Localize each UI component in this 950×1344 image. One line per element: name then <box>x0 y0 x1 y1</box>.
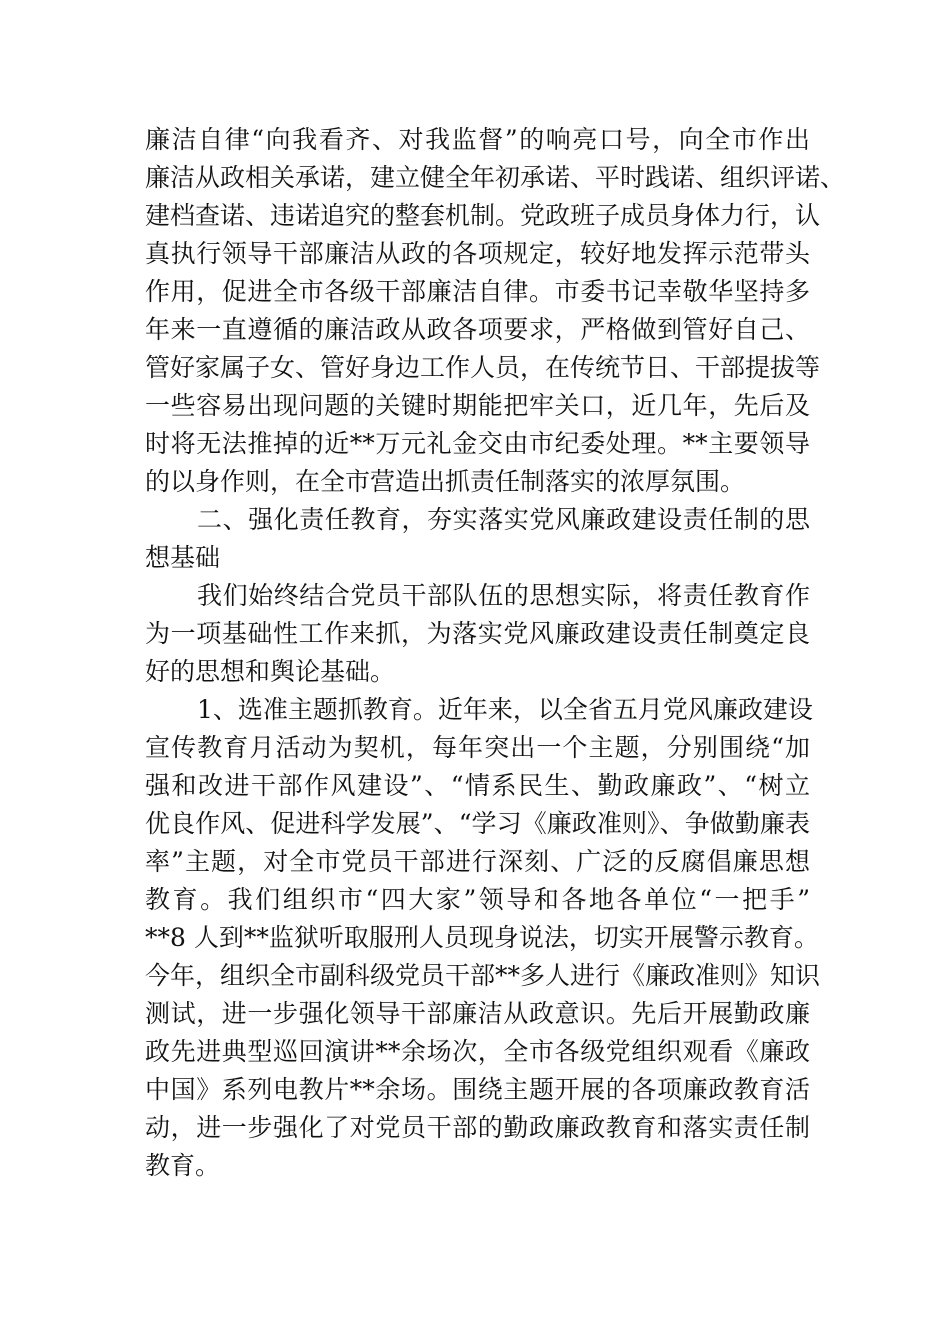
text-line: 率”主题，对全市党员干部进行深刻、广泛的反腐倡廉思想 <box>145 847 810 876</box>
text-line: 廉洁从政相关承诺，建立健全年初承诺、平时践诺、组织评诺、 <box>145 163 846 192</box>
text-line: 管好家属子女、管好身边工作人员，在传统节日、干部提拔等 <box>145 353 821 382</box>
text-line: 一些容易出现问题的关键时期能把牢关口，近几年，先后及 <box>145 391 810 420</box>
text-line: 政先进典型巡回演讲**余场次，全市各级党组织观看《廉政 <box>145 1037 810 1066</box>
text-line: 真执行领导干部廉洁从政的各项规定，较好地发挥示范带头 <box>145 239 810 268</box>
section-heading: 二、强化责任教育，夯实落实党风廉政建设责任制的思 <box>197 505 810 534</box>
text-line: 宣传教育月活动为契机，每年突出一个主题，分别围绕“加 <box>145 733 810 762</box>
text-line: 优良作风、促进科学发展”、“学习《廉政准则》、争做勤廉表 <box>145 809 810 838</box>
text-line: 廉洁自律“向我看齐、对我监督”的响亮口号，向全市作出 <box>145 125 810 154</box>
text-line: 年来一直遵循的廉洁政从政各项要求，严格做到管好自己、 <box>145 315 810 344</box>
text-line: **8 人到**监狱听取服刑人员现身说法，切实开展警示教育。 <box>145 923 819 952</box>
text-line: 教育。 <box>145 1151 221 1180</box>
text-line: 今年，组织全市副科级党员干部**多人进行《廉政准则》知识 <box>145 961 821 990</box>
text-line: 动，进一步强化了对党员干部的勤政廉政教育和落实责任制 <box>145 1113 810 1142</box>
section-heading: 想基础 <box>145 543 221 572</box>
text-line: 强和改进干部作风建设”、“情系民生、勤政廉政”、“树立 <box>145 771 810 800</box>
text-line: 1、选准主题抓教育。近年来，以全省五月党风廉政建设 <box>197 695 813 724</box>
text-line: 中国》系列电教片**余场。围绕主题开展的各项廉政教育活 <box>145 1075 810 1104</box>
text-line: 测试，进一步强化领导干部廉洁从政意识。先后开展勤政廉 <box>145 999 810 1028</box>
text-line: 为一项基础性工作来抓，为落实党风廉政建设责任制奠定良 <box>145 619 810 648</box>
text-line: 教育。我们组织市“四大家”领导和各地各单位“一把手” <box>145 885 811 914</box>
text-line: 时将无法推掉的近**万元礼金交由市纪委处理。**主要领导 <box>145 429 810 458</box>
text-line: 作用，促进全市各级干部廉洁自律。市委书记幸敬华坚持多 <box>145 277 810 306</box>
text-line: 的以身作则，在全市营造出抓责任制落实的浓厚氛围。 <box>145 467 746 496</box>
text-line: 我们始终结合党员干部队伍的思想实际，将责任教育作 <box>197 581 810 610</box>
text-line: 建档查诺、违诺追究的整套机制。党政班子成员身体力行，认 <box>145 201 821 230</box>
text-line: 好的思想和舆论基础。 <box>145 657 396 686</box>
